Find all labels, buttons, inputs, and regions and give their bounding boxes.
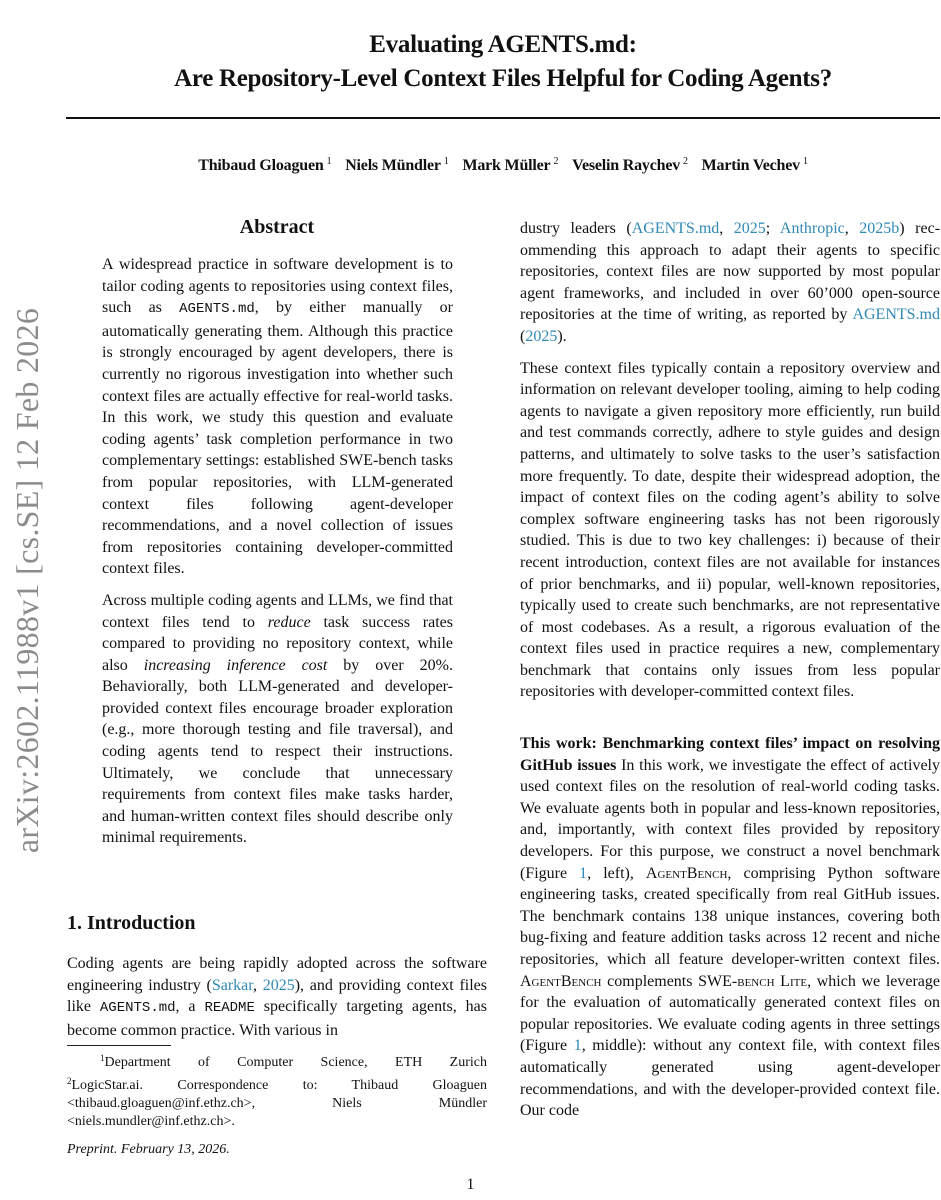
author: Niels Mündler $^1$ [345, 156, 449, 174]
author: Mark Müller $^2$ [462, 156, 559, 174]
abstract-body [102, 254, 453, 849]
right-column [520, 218, 940, 1122]
citation-link[interactable]: Sarkar [211, 976, 253, 994]
citation-link[interactable]: AGENTS.md [852, 306, 940, 324]
citation-link[interactable]: AGENTS.md [631, 220, 720, 237]
body-paragraph: This work: Benchmarking context files’ impact on resolving GitHub issues In this work, we investigate the effect of actively used context files on the resolution of real-world coding tasks. We evaluate agents both in popular and less-known repositories, and, importantly, with context files provided by repository developers. For this purpose, we construct a novel benchmark (Figure 1, left), AgentBench, comprising Python software engineering tasks, created specifically from real GitHub issues. The benchmark contains 138 unique instances, covering both bug-fixing and feature addition tasks across 12 recent and niche repositories, which all feature developer-written context files. AgentBench complements SWE-bench Lite, which we leverage for the evaluation of automatically generated context files on popular repositories. We evaluate coding agents in three settings (Figure 1, middle): without any context file, with context files automatically generated using agent-developer recommendations, and with the developer-provided context file. Our code [520, 735, 941, 1120]
title-line-1: Evaluating AGENTS.md: [369, 31, 637, 58]
email-niels: <niels.mundler@inf.ethz.ch>. [67, 1114, 235, 1129]
section-heading-introduction: 1. Introduction [67, 912, 196, 934]
figure-reference-link[interactable]: 1 [579, 864, 588, 882]
citation-year-link[interactable]: 2025b [859, 220, 900, 237]
paper-title [66, 28, 940, 96]
title-line-2: Are Repository-Level Context Files Helpful for Coding Agents? [174, 65, 832, 92]
abstract-paragraph: Across multiple coding agents and LLMs, we find that context files tend to reduce task success rates compared to providing no repository context, while also increasing inference cost by over 20%. Behaviorally, both LLM-generated and developer-provided context files encourage broader exploration (e.g., more thorough testing and file traversal), and coding agents tend to respect their instructions. Ultimately, we conclude that unnecessary requirements from context files make tasks harder, and human-written context files should describe only minimal requirements. [102, 591, 454, 847]
benchmark-name: SWE-bench Lite [698, 972, 808, 990]
introduction-body [67, 953, 487, 1041]
citation-link[interactable]: Anthropic [779, 220, 845, 237]
paragraph-heading: This work: Benchmarking context files’ impact on resolving GitHub issues [520, 735, 940, 774]
inline-code: AGENTS.md [99, 1000, 176, 1017]
arxiv-stamp-text: arXiv:2602.11988v1 [cs.SE] 12 Feb 2026 [9, 307, 46, 853]
body-paragraph: dustry leaders (AGENTS.md, 2025; Anthropic, 2025b) recommending this approach to adapt their agents to specific repositories, context files are now supported by most popular agent frameworks, and included in over 60’000 open-source repositories at the time of writing, as reported by AGENTS.md (2025). [520, 220, 941, 345]
arxiv-identifier-stamp [4, 230, 52, 930]
benchmark-name: AgentBench [520, 972, 602, 990]
citation-year-link[interactable]: 2025 [262, 976, 295, 994]
email-thibaud: <thibaud.gloaguen@inf.ethz.ch>, Niels Mündler [67, 1096, 487, 1111]
inline-code: README [204, 1000, 255, 1017]
intro-paragraph: Coding agents are being rapidly adopted across the software engineering industry (Sarkar, 2025), and providing context files like AGENTS.md, a README specifically targeting agents, has become common practice. With various in [67, 955, 488, 1039]
author-list [66, 156, 940, 175]
figure-reference-link[interactable]: 1 [573, 1037, 582, 1055]
page-number: 1 [466, 1176, 475, 1193]
benchmark-name: AgentBench [645, 864, 728, 882]
affiliation-footnote: $^1$Department of Computer Science, ETH Zurich $^2$LogicStar.ai. Correspondence to: Thibaud Gloaguen <thibaud.gloaguen@inf.ethz.ch>, Niels Mündler <niels.mundler@inf.ethz.ch>. [67, 1053, 487, 1129]
author: Veselin Raychev $^2$ [572, 156, 688, 174]
title-divider [66, 117, 940, 119]
body-paragraph: These context files typically contain a repository overview and information on relevant developer tooling, aiming to help coding agents to navigate a given repository more efficiently, run build and test commands correctly, adhere to style guides and design patterns, and ultimately to solve tasks to the user’s satisfaction more frequently. To date, despite their widespread adoption, the impact of context files on the coding agent’s ability to solve complex software engineering tasks has not been rigorously studied. This is due to two key challenges: i) because of their recent introduction, context files are not available for instances of prior benchmarks, and ii) popular, well-known repositories, typically used to create such benchmarks, are not representative of most codebases. As a result, a rigorous evaluation of the context files used in practice requires a new, complementary benchmark that contains only issues from less popular repositories with developer-committed context files. [520, 359, 940, 701]
citation-year-link[interactable]: 2025 [733, 220, 766, 237]
author: Thibaud Gloaguen $^1$ [198, 156, 332, 174]
preprint-note: Preprint. February 13, 2026. [67, 1142, 230, 1157]
footnote-divider [67, 1045, 171, 1046]
inline-code: AGENTS.md [179, 301, 255, 318]
author: Martin Vechev $^1$ [701, 156, 808, 174]
abstract-heading: Abstract [239, 216, 315, 238]
citation-year-link[interactable]: 2025 [525, 327, 558, 345]
abstract-paragraph: A widespread practice in software development is to tailor coding agents to repositories using context files, such as AGENTS.md, by either manually or automatically generating them. Although this practice is strongly encouraged by agent developers, there is currently no rigorous investigation into whether such context files are actually effective for real-world tasks. In this work, we study this question and evaluate coding agents’ task completion performance in two complementary settings: established SWE-bench tasks from popular repositories, with LLM-generated context files following agent-developer recommendations, and a novel collection of issues from repositories containing developer-committed context files. [102, 256, 454, 578]
